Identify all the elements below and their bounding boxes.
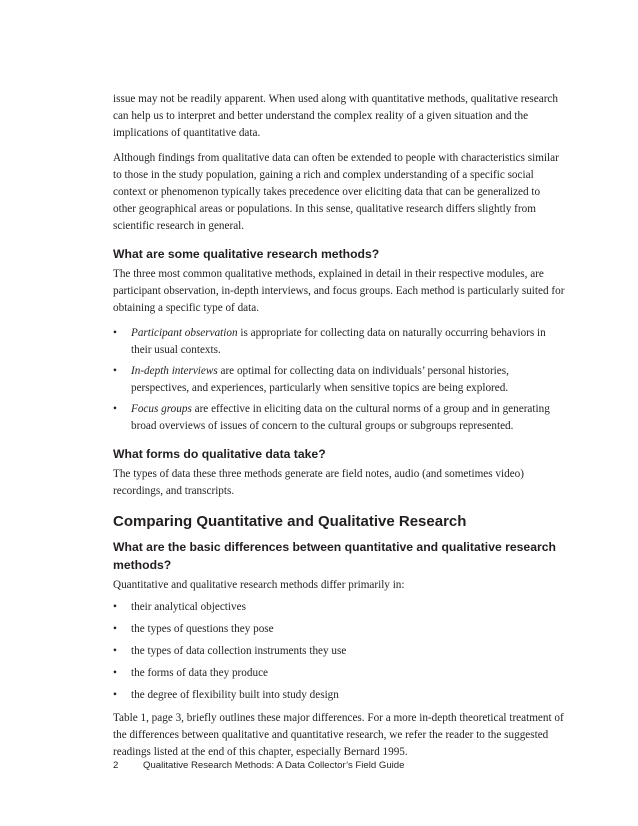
list-item-text: the types of questions they pose [131,623,274,635]
bullet-icon: • [113,403,117,415]
footer-title: Qualitative Research Methods: A Data Collector’s Field Guide [143,760,405,771]
bullet-icon: • [113,645,117,657]
heading-data-forms: What forms do qualitative data take? [113,447,326,461]
heading-basic-differences: What are the basic differences between quantitative and qualitative research methods? [113,540,556,572]
paragraph-methods-intro: The three most common qualitative methods, explained in detail in their respective modules, are participant observation, in-depth interviews, and focus groups. Each method is particularly suited for obtaining a specific type of data. [113,268,565,314]
bullet-icon: • [113,365,117,377]
page-footer [113,760,404,771]
bullet-icon: • [113,667,117,679]
method-description: are optimal for collecting data on individuals’ personal histories, perspectives, and experiences, particularly when sensitive topics are being explored. [131,365,509,394]
list-item [113,686,565,704]
text-column [113,91,565,769]
method-term: Participant observation [131,327,238,339]
list-item [113,325,565,359]
heading-qualitative-methods: What are some qualitative research methods? [113,247,380,261]
list-item [113,620,565,638]
paragraph-differences-intro: Quantitative and qualitative research methods differ primarily in: [113,579,405,591]
differences-list [113,598,565,704]
methods-list [113,325,565,435]
paragraph-generalization: Although findings from qualitative data can often be extended to people with characteristics similar to those in the study population, gaining a rich and complex understanding of a specific social context or phenomenon typically takes precedence over eliciting data that can be generalized to other geographical areas or populations. In this sense, qualitative research differs slightly from scientific research in general. [113,152,559,232]
list-item [113,401,565,435]
list-item-text: their analytical objectives [131,601,246,613]
bullet-icon: • [113,623,117,635]
list-item-text: the types of data collection instruments they use [131,645,347,657]
paragraph-closing: Table 1, page 3, briefly outlines these major differences. For a more in-depth theoretical treatment of the differences between qualitative and quantitative research, we refer the reader to the suggested readings listed at the end of this chapter, especially Bernard 1995. [113,712,564,758]
bullet-icon: • [113,601,117,613]
page-number: 2 [113,760,119,771]
list-item [113,363,565,397]
method-description: are effective in eliciting data on the cultural norms of a group and in generating broad overviews of issues of concern to the cultural groups or subgroups represented. [131,403,550,432]
bullet-icon: • [113,327,117,339]
list-item [113,642,565,660]
paragraph-intro: issue may not be readily apparent. When used along with quantitative methods, qualitative research can help us to interpret and better understand the complex reality of a given situation and the implications of quantitative data. [113,93,558,139]
paragraph-data-forms: The types of data these three methods generate are field notes, audio (and sometimes video) recordings, and transcripts. [113,468,524,497]
list-item [113,664,565,682]
list-item-text: the degree of flexibility built into study design [131,689,339,701]
method-description: is appropriate for collecting data on naturally occurring behaviors in their usual contexts. [131,327,546,356]
list-item-text: the forms of data they produce [131,667,268,679]
method-term: In-depth interviews [131,365,218,377]
section-title-comparing: Comparing Quantitative and Qualitative Research [113,513,467,530]
method-term: Focus groups [131,403,192,415]
bullet-icon: • [113,689,117,701]
list-item [113,598,565,616]
